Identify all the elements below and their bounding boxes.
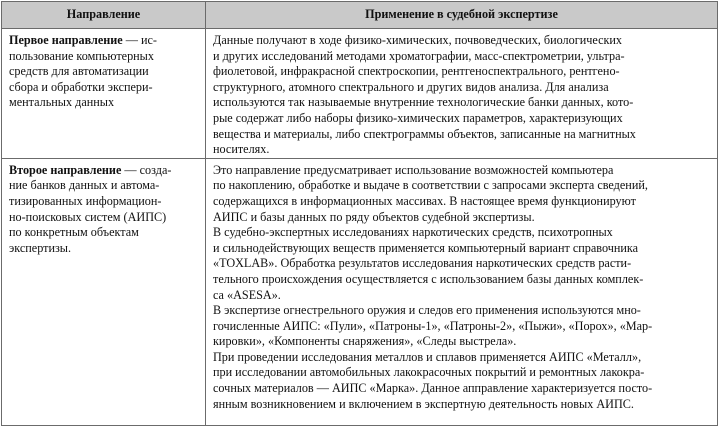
header-application: Применение в судебной экспертизе [206, 2, 718, 29]
application-text-line: При проведении исследования металлов и сплавов применяется АИПС «Металл», [213, 349, 642, 364]
application-text-line: сочных материалов — АИПС «Марка». Данное апправление характеризуется посто- [213, 381, 653, 396]
application-text-line: по накоплению, обработке и выдаче в соответствии с запросами эксперта сведений, [213, 178, 648, 193]
application-text-line: АИПС и базы данных по ряду объектов судебной экспертизы. [213, 209, 535, 224]
application-text-line: вещества и материалы, либо спектрограммы объектов, записанные на магнитных [213, 126, 636, 141]
application-text-line: В экспертизе огнестрельного оружия и следов его применения используются мно- [213, 303, 641, 318]
application-text-line: и сильнодействующих веществ применяется компьютерный вариант справочника [213, 240, 639, 255]
direction-text-line: по конкретным объектам [9, 225, 139, 240]
direction-title: Второе направление [9, 162, 122, 177]
application-text-line: содержащихся в информационных массивах. В настоящее время функционируют [213, 193, 636, 208]
application-cell [206, 29, 718, 159]
direction-text-line: Первое направление — ис- [9, 33, 157, 47]
expertise-table [1, 1, 718, 426]
application-text-line: Данные получают в ходе физико-химических, почвоведческих, биологических [213, 33, 623, 47]
application-text-line: используются так называемые внутренние технологические банки данных, кото- [213, 95, 634, 110]
direction-text-line: пользование компьютерных [9, 48, 154, 63]
direction-text-line: но-поисковых систем (АИПС) [9, 209, 167, 224]
application-text-line: Это направление предусматривает использование возможностей компьютера [213, 162, 614, 177]
application-text-line: структурного, атомного спектрального и других видов анализа. Для анализа [213, 79, 609, 94]
table-header-row [2, 2, 718, 29]
application-text-line: В судебно-экспертных исследованиях наркотических средств, психотропных [213, 225, 613, 240]
application-cell [206, 158, 718, 425]
application-text-line: кировки», «Компоненты снаряжения», «Следы выстрела». [213, 334, 517, 349]
application-text-line: при исследовании автомобильных лакокрасочных покрытий и ремонтных лакокра- [213, 365, 645, 380]
direction-text-line: тизированных информацион- [9, 193, 162, 208]
application-text-line: фиолетовой, инфракрасной спектроскопии, рентгеноспектрального, рентгено- [213, 64, 620, 79]
application-text-line: янным возникновением и включением в экспертную деятельность новых АИПС. [213, 396, 634, 411]
direction-text-line: ментальных данных [9, 95, 115, 110]
application-text-line: рые содержат либо наборы физико-химических параметров, характеризующих [213, 110, 623, 125]
table-row [2, 29, 718, 159]
direction-cell [2, 158, 206, 425]
direction-cell [2, 29, 206, 159]
application-text-line: и других исследований методами хроматографии, масс-спектрометрии, ультра- [213, 48, 625, 63]
application-text-line: носителях. [213, 142, 270, 157]
application-text-line: «TOXLAB». Обработка результатов исследования наркотических средств расти- [213, 256, 632, 271]
direction-text-line: сбора и обработки экспери- [9, 79, 153, 94]
direction-text-line: ние банков данных и автома- [9, 178, 160, 193]
table-row [2, 158, 718, 425]
application-text-line: гочисленные АИПС: «Пули», «Патроны-1», «Патроны-2», «Пыжи», «Порох», «Мар- [213, 318, 653, 333]
direction-text-line: Второе направление — созда- [9, 162, 172, 177]
direction-text-line: средств для автоматизации [9, 64, 149, 79]
direction-title: Первое направление [9, 33, 123, 47]
application-text-line: тельного происхождения осуществляется с использованием базы данных комплек- [213, 271, 644, 286]
header-direction: Направление [2, 2, 206, 29]
application-text-line: са «ASESA». [213, 287, 281, 302]
direction-text-line: экспертизы. [9, 240, 72, 255]
